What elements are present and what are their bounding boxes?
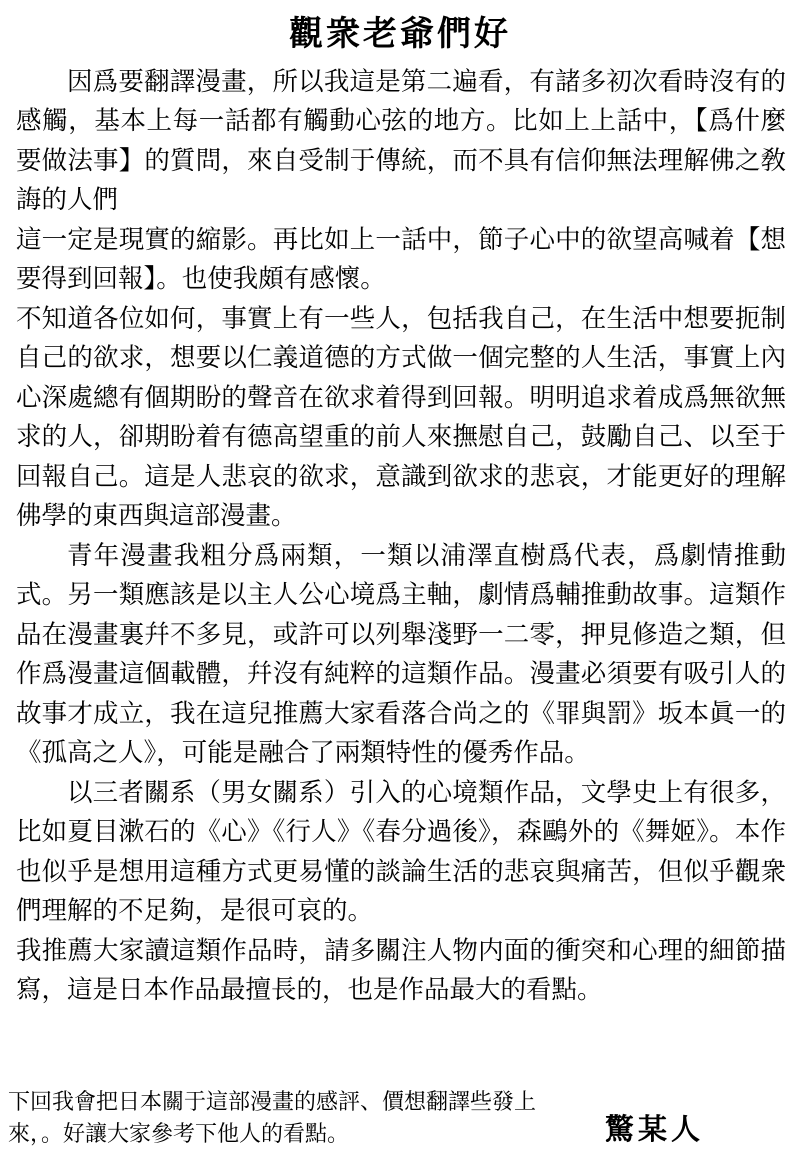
page-title: 觀衆老爺們好 — [289, 14, 511, 54]
paragraph-1: 因爲要翻譯漫畫，所以我這是第二遍看，有諸多初次看時沒有的感觸，基本上每一話都有觸動心弦的地方。比如上上話中，【爲什麼要做法事】的質問，來自受制于傳統，而不具有信仰無法理解佛之敎誨的人們 — [16, 66, 786, 216]
paragraph-6: 我推薦大家讀這類作品時，請多關注人物内面的衝突和心理的細節描寫，這是日本作品最擅長的，也是作品最大的看點。 — [16, 935, 786, 1006]
document-page — [0, 14, 800, 1155]
paragraph-2: 這一定是現實的縮影。再比如上一話中，節子心中的欲望高喊着【想要得到回報】。也使我頗有感懷。 — [16, 224, 786, 295]
paragraph-4: 青年漫畫我粗分爲兩類，一類以浦澤直樹爲代表，爲劇情推動式。另一類應該是以主人公心境爲主軸，劇情爲輔推動故事。這類作品在漫畫裏幷不多見，或許可以列舉淺野一二零，押見修造之類，但作爲漫畫這個載體，幷沒有純粹的這類作品。漫畫必須要有吸引人的故事才成立，我在這兒推薦大家看落合尚之的《罪與罰》坂本眞一的《孤高之人》，可能是融合了兩類特性的優秀作品。 — [16, 540, 786, 769]
document-body — [0, 63, 800, 1011]
signature: 驚某人 — [604, 1112, 704, 1146]
paragraph-5: 以三者關系（男女關系）引入的心境類作品，文學史上有很多，比如夏目漱石的《心》《行人》《春分過後》，森鷗外的《舞姬》。本作也似乎是想用這種方式更易懂的談論生活的悲哀與痛苦，但似乎觀衆們理解的不足夠，是很可哀的。 — [16, 777, 786, 927]
document-footer — [0, 1085, 800, 1155]
footer-note: 下回我會把日本關于這部漫畫的感評、價想翻譯些發上來，。好讓大家參考下他人的看點。 — [8, 1090, 537, 1147]
paragraph-3: 不知道各位如何，事實上有一些人，包括我自己，在生活中想要扼制自己的欲求，想要以仁義道德的方式做一個完整的人生活，事實上內心深處總有個期盼的聲音在欲求着得到回報。明明追求着成爲無欲無求的人，卻期盼着有德高望重的前人來撫慰自己，鼓勵自己、以至于回報自己。這是人悲哀的欲求，意識到欲求的悲哀，才能更好的理解佛學的東西與這部漫畫。 — [16, 303, 786, 532]
